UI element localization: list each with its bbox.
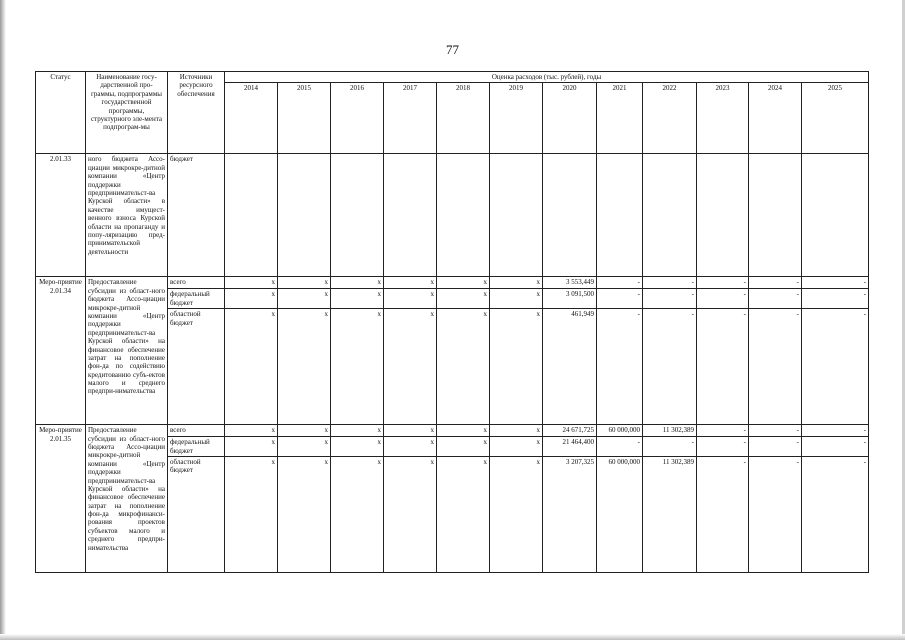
value-cell: x (384, 437, 437, 457)
value-cell: - (697, 289, 749, 309)
value-cell: - (749, 277, 802, 289)
value-cell: x (278, 277, 331, 289)
page-number: 77 (446, 42, 459, 57)
value-cell: x (490, 277, 543, 289)
value-cell (543, 154, 597, 277)
header-year: 2023 (697, 83, 749, 154)
value-cell: - (697, 456, 749, 572)
value-cell: x (225, 456, 278, 572)
value-cell (437, 154, 490, 277)
value-cell: x (490, 289, 543, 309)
name-cell: Предоставление субсидии из област-ного бюджета Ассо-циации микрокре-дитной компании «Центр поддержки предпринимательст-ва Курской области» на финансовое обеспечение затрат на пополнение фон-да по содействию кредитованию субъ-ектов малого и среднего предпри-нимательства (86, 277, 168, 425)
value-cell: - (749, 309, 802, 425)
source-cell: всего (168, 277, 225, 289)
value-cell: x (225, 425, 278, 437)
value-cell: x (278, 437, 331, 457)
name-cell: ного бюджета Ассо-циации микрокре-дитной компании «Центр поддержки предпринимательст-ва Курской области» в качестве имущест-венного взноса Курской области на пропаганду и попу-ляризацию пред-принимательской деятельности (86, 154, 168, 277)
header-year: 2014 (225, 83, 278, 154)
source-cell: всего (168, 425, 225, 437)
value-cell: x (225, 277, 278, 289)
value-cell: - (697, 425, 749, 437)
header-year: 2024 (749, 83, 802, 154)
source-cell: бюджет (168, 154, 225, 277)
header-status: Статус (36, 72, 86, 154)
value-cell: x (384, 277, 437, 289)
value-cell: x (384, 289, 437, 309)
status-cell: Меро-приятие 2.01.35 (36, 425, 86, 573)
value-cell: x (331, 425, 384, 437)
source-cell: федеральный бюджет (168, 437, 225, 457)
header-sources: Источники ресурсного обеспечения (168, 72, 225, 154)
value-cell (597, 154, 643, 277)
value-cell: x (384, 456, 437, 572)
value-cell: x (225, 289, 278, 309)
value-cell: x (278, 289, 331, 309)
source-cell: областной бюджет (168, 309, 225, 425)
header-year: 2022 (643, 83, 697, 154)
value-cell (643, 154, 697, 277)
value-cell: - (749, 456, 802, 572)
header-name: Наименование госу-дарственной про-граммы, подпрограммы государственной программы, структурного эле-мента подпрограм-мы (86, 72, 168, 154)
value-cell (384, 154, 437, 277)
value-cell: x (437, 456, 490, 572)
value-cell: x (437, 437, 490, 457)
value-cell: - (749, 437, 802, 457)
value-cell: x (331, 437, 384, 457)
table-header (36, 72, 869, 154)
value-cell (490, 154, 543, 277)
table-row (36, 154, 869, 277)
header-year: 2020 (543, 83, 597, 154)
value-cell: - (802, 425, 869, 437)
value-cell: - (802, 309, 869, 425)
value-cell (225, 154, 278, 277)
table-body (36, 154, 869, 573)
value-cell: 461,949 (543, 309, 597, 425)
value-cell: - (749, 425, 802, 437)
table-row (36, 277, 869, 289)
value-cell: 24 671,725 (543, 425, 597, 437)
value-cell: 21 464,400 (543, 437, 597, 457)
value-cell: x (490, 456, 543, 572)
value-cell: 3 091,500 (543, 289, 597, 309)
value-cell: - (802, 289, 869, 309)
header-year: 2017 (384, 83, 437, 154)
value-cell: 11 302,389 (643, 425, 697, 437)
value-cell: x (490, 437, 543, 457)
value-cell: - (697, 437, 749, 457)
value-cell (802, 154, 869, 277)
value-cell: - (597, 309, 643, 425)
value-cell: - (802, 456, 869, 572)
value-cell: x (384, 425, 437, 437)
header-year: 2016 (331, 83, 384, 154)
value-cell (697, 154, 749, 277)
value-cell: 3 207,325 (543, 456, 597, 572)
value-cell: - (749, 289, 802, 309)
value-cell: x (331, 456, 384, 572)
value-cell: - (697, 309, 749, 425)
header-year: 2019 (490, 83, 543, 154)
name-cell: Предоставление субсидии из област-ного бюджета Ассо-циации микрокре-дитной компании «Центр поддержки предпринимательст-ва Курской области» на финансовое обеспечение затрат на пополнение фон-да микрофинанси-рования проектов субъектов малого и среднего предпри-нимательства (86, 425, 168, 573)
header-year: 2015 (278, 83, 331, 154)
value-cell: x (331, 277, 384, 289)
status-cell: 2.01.33 (36, 154, 86, 277)
status-cell: Меро-приятие 2.01.34 (36, 277, 86, 425)
value-cell: - (802, 437, 869, 457)
value-cell: - (643, 277, 697, 289)
value-cell: - (697, 277, 749, 289)
value-cell: x (384, 309, 437, 425)
header-estimate: Оценка расходов (тыс. рублей), годы (225, 72, 869, 83)
scan-shadow-bottom (0, 634, 905, 640)
value-cell: x (225, 437, 278, 457)
header-year: 2018 (437, 83, 490, 154)
value-cell: 3 553,449 (543, 277, 597, 289)
header-year: 2025 (802, 83, 869, 154)
value-cell: x (437, 309, 490, 425)
value-cell: x (278, 456, 331, 572)
value-cell (278, 154, 331, 277)
value-cell: - (597, 289, 643, 309)
value-cell: - (802, 277, 869, 289)
value-cell: x (331, 309, 384, 425)
value-cell: x (437, 277, 490, 289)
source-cell: областной бюджет (168, 456, 225, 572)
value-cell: - (643, 289, 697, 309)
scan-shadow-left (0, 0, 6, 640)
value-cell: 11 302,389 (643, 456, 697, 572)
header-year: 2021 (597, 83, 643, 154)
value-cell: x (437, 425, 490, 437)
value-cell: x (278, 309, 331, 425)
value-cell: x (278, 425, 331, 437)
value-cell: 60 000,000 (597, 425, 643, 437)
value-cell: - (597, 277, 643, 289)
value-cell: x (225, 309, 278, 425)
value-cell: x (490, 309, 543, 425)
value-cell: 60 000,000 (597, 456, 643, 572)
value-cell: x (437, 289, 490, 309)
value-cell: x (490, 425, 543, 437)
budget-table (35, 71, 869, 573)
source-cell: федеральный бюджет (168, 289, 225, 309)
value-cell: - (597, 437, 643, 457)
value-cell (331, 154, 384, 277)
value-cell: x (331, 289, 384, 309)
value-cell: - (643, 437, 697, 457)
table-row (36, 425, 869, 437)
value-cell: - (643, 309, 697, 425)
value-cell (749, 154, 802, 277)
